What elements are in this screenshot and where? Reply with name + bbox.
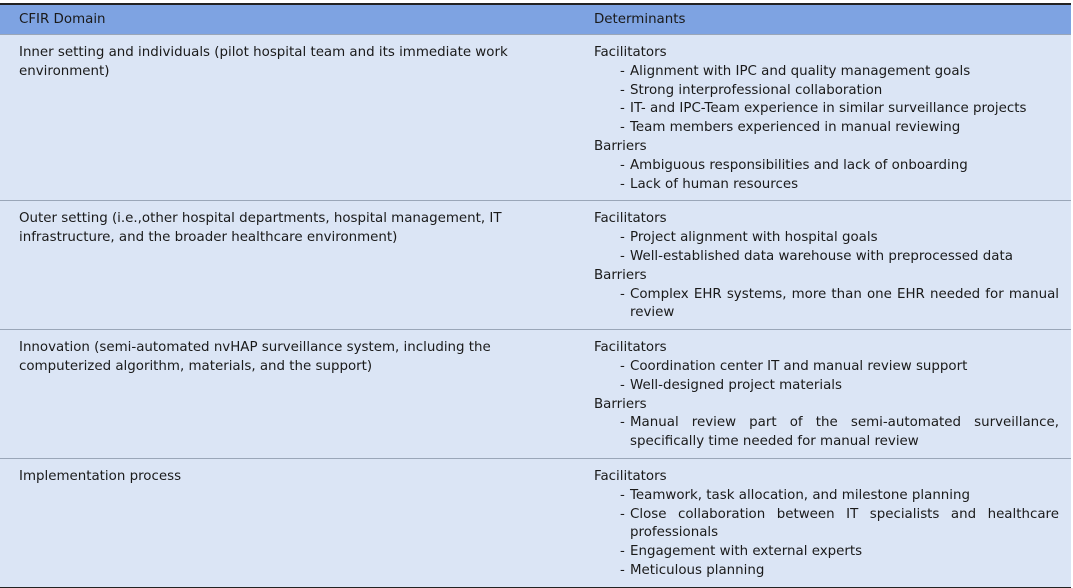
bullet-dash: -: [620, 358, 625, 374]
header-determinants: Determinants: [594, 12, 686, 27]
cfir-domain-cell: Implementation process: [19, 468, 182, 484]
determinant-group-label: Barriers: [594, 138, 647, 154]
bullet-dash: -: [620, 562, 625, 578]
bullet-dash: -: [620, 63, 625, 79]
list-item: [594, 157, 1059, 176]
bullet-dash: -: [620, 506, 625, 522]
determinant-group-label: Barriers: [594, 267, 647, 283]
determinant-group-label: Facilitators: [594, 211, 667, 227]
cfir-domain-cell: Inner setting and individuals (pilot hospital team and its immediate work environment): [19, 45, 508, 79]
table-row: [0, 35, 1071, 201]
bullet-dash: -: [620, 377, 625, 393]
list-item: [594, 358, 1059, 377]
list-item-text: Close collaboration between IT specialists and healthcare professionals: [630, 506, 1059, 541]
list-item-text: Well-designed project materials: [630, 377, 842, 393]
bullet-dash: -: [620, 230, 625, 246]
list-item: [594, 543, 1059, 562]
list-item-text: Alignment with IPC and quality management goals: [630, 63, 971, 79]
list-item: [594, 176, 1059, 195]
bullet-dash: -: [620, 544, 625, 560]
bullet-dash: -: [620, 101, 625, 117]
cfir-domain-cell: Outer setting (i.e.,other hospital departments, hospital management, IT infrastructure, and the broader healthcare environment): [19, 211, 502, 246]
list-item-text: Complex EHR systems, more than one EHR needed for manual review: [630, 286, 1059, 321]
list-item: [594, 487, 1059, 506]
cfir-domain-cell: Innovation (semi-automated nvHAP surveillance system, including the computerized algorithm, materials, and the support): [19, 340, 491, 374]
bullet-dash: -: [620, 176, 625, 192]
list-item: [594, 229, 1059, 248]
determinants-table: [0, 3, 1071, 588]
table-row: [0, 459, 1071, 587]
table-body: [0, 35, 1071, 587]
bullet-dash: -: [620, 82, 625, 98]
determinants-cell: [575, 201, 1071, 329]
table-row: [0, 201, 1071, 330]
list-item-text: Well-established data warehouse with preprocessed data: [630, 248, 1013, 264]
list-item-text: Team members experienced in manual reviewing: [630, 120, 961, 136]
list-item: [594, 248, 1059, 267]
header-cfir-domain: CFIR Domain: [19, 12, 106, 27]
list-item: [594, 286, 1059, 324]
list-item-text: Meticulous planning: [630, 562, 765, 578]
determinants-cell: [575, 35, 1071, 200]
list-item-text: Teamwork, task allocation, and milestone planning: [630, 487, 971, 503]
list-item: [594, 377, 1059, 396]
determinant-group-label: Barriers: [594, 396, 647, 412]
bullet-dash: -: [620, 487, 625, 503]
list-item: [594, 100, 1059, 119]
bullet-dash: -: [620, 286, 625, 302]
determinants-cell: [575, 330, 1071, 458]
determinants-cell: [575, 459, 1071, 587]
bullet-dash: -: [620, 120, 625, 136]
list-item-text: Coordination center IT and manual review support: [630, 358, 968, 374]
list-item: [594, 119, 1059, 138]
table-header: [0, 5, 1071, 35]
table-row: [0, 330, 1071, 459]
list-item-text: Engagement with external experts: [630, 544, 863, 560]
list-item-text: Lack of human resources: [630, 176, 799, 192]
determinant-group-label: Facilitators: [594, 340, 667, 356]
bullet-dash: -: [620, 157, 625, 173]
list-item: [594, 414, 1059, 452]
list-item-text: Project alignment with hospital goals: [630, 230, 878, 246]
list-item: [594, 82, 1059, 101]
bullet-dash: -: [620, 248, 625, 264]
list-item-text: Strong interprofessional collaboration: [630, 82, 883, 98]
list-item-text: IT- and IPC-Team experience in similar surveillance projects: [630, 101, 1027, 117]
list-item: [594, 506, 1059, 544]
bullet-dash: -: [620, 415, 625, 431]
list-item-text: Manual review part of the semi-automated surveillance, specifically time needed for manual review: [630, 415, 1059, 450]
list-item: [594, 562, 1059, 581]
determinant-group-label: Facilitators: [594, 45, 667, 60]
list-item: [594, 63, 1059, 82]
determinant-group-label: Facilitators: [594, 468, 667, 484]
list-item-text: Ambiguous responsibilities and lack of onboarding: [630, 157, 968, 173]
